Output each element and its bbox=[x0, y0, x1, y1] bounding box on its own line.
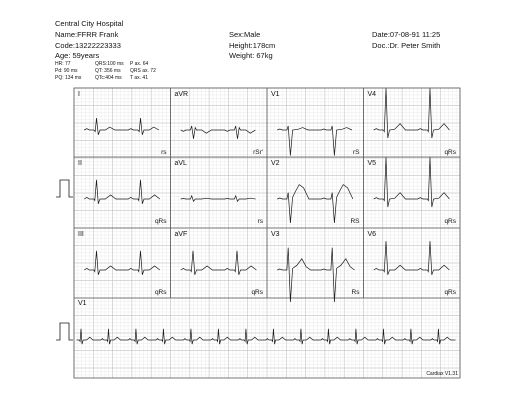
calibration-pulse-limb bbox=[56, 180, 73, 197]
lead-label-iii: III bbox=[78, 231, 84, 238]
ecg-trace-v6 bbox=[374, 241, 450, 275]
meas-qtc: QTc:404 ms bbox=[95, 75, 122, 81]
morphology-label-v2: RS bbox=[350, 218, 360, 225]
morphology-label-i: rs bbox=[161, 149, 167, 156]
lead-label-v3: V3 bbox=[271, 231, 280, 238]
patient-code: Code:13222223333 bbox=[55, 41, 121, 50]
morphology-label-v6: qRs bbox=[444, 289, 456, 296]
meas-pq: PQ: 134 ms bbox=[55, 75, 82, 81]
software-version: Cardiax V1.31 bbox=[426, 371, 458, 377]
morphology-label-v5: qRs bbox=[444, 218, 456, 225]
morphology-label-avl: rs bbox=[257, 218, 263, 225]
meas-hr: HR: 77 bbox=[55, 61, 71, 67]
doctor-name: Doc.:Dr. Peter Smith bbox=[372, 41, 441, 50]
rhythm-lead-label: V1 bbox=[78, 300, 87, 307]
ecg-trace-v4 bbox=[374, 88, 450, 138]
ecg-trace-v2 bbox=[277, 185, 353, 223]
morphology-label-ii: qRs bbox=[154, 218, 167, 225]
meas-qrs: QRS:100 ms bbox=[95, 61, 124, 67]
lead-label-v1: V1 bbox=[271, 91, 280, 98]
patient-sex: Sex:Male bbox=[229, 30, 261, 39]
calibration-pulse-rhythm bbox=[56, 323, 73, 340]
lead-label-v4: V4 bbox=[367, 91, 377, 98]
meas-qrsax: QRS ax. 72 bbox=[130, 68, 156, 74]
morphology-label-v4: qRs bbox=[444, 149, 456, 156]
morphology-label-v3: Rs bbox=[351, 289, 360, 296]
lead-label-v2: V2 bbox=[271, 160, 280, 167]
ecg-trace-v3 bbox=[277, 248, 354, 302]
lead-label-i: I bbox=[78, 91, 80, 98]
meas-pd: Pd: 90 ms bbox=[55, 68, 78, 74]
meas-tax: T ax. 41 bbox=[130, 75, 148, 81]
meas-qt: QT: 356 ms bbox=[95, 68, 121, 74]
morphology-label-avr: rSr' bbox=[253, 149, 263, 156]
meas-pax: P ax. 64 bbox=[130, 61, 149, 67]
patient-height: Height:178cm bbox=[229, 41, 276, 50]
morphology-label-v1: rS bbox=[353, 149, 360, 156]
morphology-label-iii: qRs bbox=[154, 289, 167, 296]
lead-label-ii: II bbox=[78, 160, 82, 167]
patient-name: Name:FFRR Frank bbox=[55, 30, 119, 39]
patient-age: Age: 59years bbox=[55, 51, 100, 60]
morphology-label-avf: qRs bbox=[251, 289, 263, 296]
exam-date: Date:07-08-91 11:25 bbox=[372, 30, 441, 39]
lead-label-v5: V5 bbox=[367, 160, 377, 167]
hospital-name: Central City Hospital bbox=[55, 19, 124, 28]
lead-label-avr: aVR bbox=[174, 91, 189, 98]
lead-label-avl: aVL bbox=[174, 160, 187, 167]
lead-label-v6: V6 bbox=[367, 231, 377, 238]
lead-label-avf: aVF bbox=[174, 231, 188, 238]
patient-weight: Weight: 67kg bbox=[229, 51, 273, 60]
